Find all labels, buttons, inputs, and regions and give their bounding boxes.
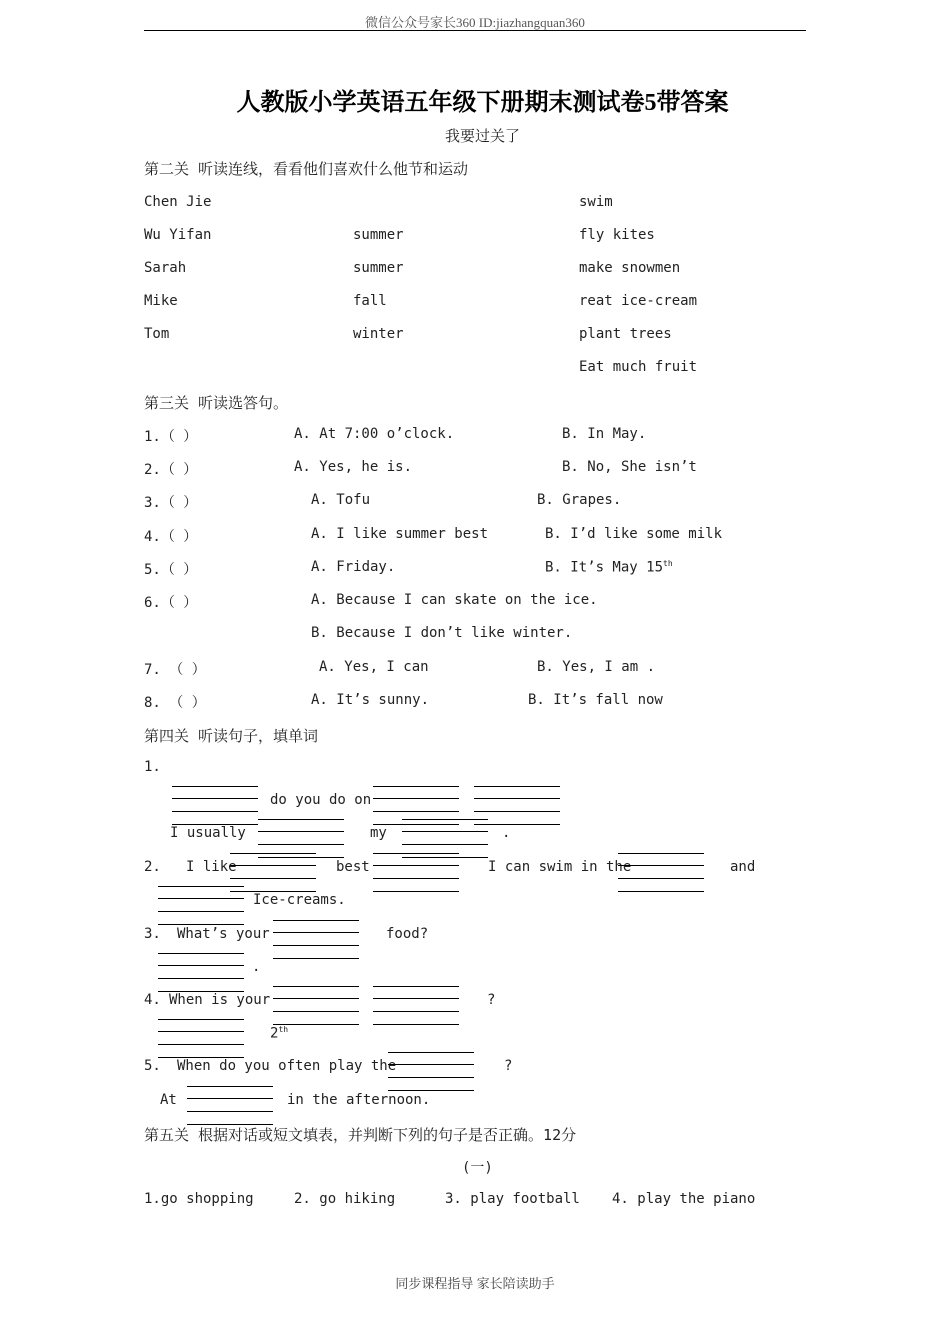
option-b: B. I’d like some milk xyxy=(545,526,723,542)
sentence-text: ? xyxy=(504,1058,513,1074)
sentence-text: and xyxy=(730,859,756,875)
fill-blank[interactable] xyxy=(388,1052,474,1092)
sentence-text: I usually xyxy=(170,825,246,841)
question-number: 2.（ ） xyxy=(144,462,198,478)
sentence-text: do you do on xyxy=(270,792,372,808)
question-number: 6.（ ） xyxy=(144,595,198,611)
option-b: B. In May. xyxy=(562,426,647,442)
fill-blank[interactable] xyxy=(172,786,258,826)
question-number: 4.（ ） xyxy=(144,529,198,545)
option-b: B. Yes, I am . xyxy=(537,659,656,675)
activity-item: swim xyxy=(579,194,613,210)
question-number: 1.（ ） xyxy=(144,429,198,445)
fill-blank[interactable] xyxy=(618,853,704,893)
activity-item: fly kites xyxy=(579,227,655,243)
page-header: 微信公众号家长360 ID:jiazhangquan360 xyxy=(365,15,585,30)
season-item: summer xyxy=(353,227,404,243)
question-number: 3.（ ） xyxy=(144,495,198,511)
season-item: fall xyxy=(353,293,387,309)
sentence-text: in the afternoon. xyxy=(287,1092,431,1108)
section5-heading: 第五关 根据对话或短文填表，并判断下列的句子是否正确。12分 xyxy=(144,1126,577,1144)
question-number: 1. xyxy=(144,759,161,775)
page-title: 人教版小学英语五年级下册期末测试卷5带答案 xyxy=(236,90,729,116)
fill-blank[interactable] xyxy=(373,853,459,893)
name-item: Tom xyxy=(144,326,170,342)
page-footer: 同步课程指导 家长陪读助手 xyxy=(395,1276,555,1291)
section4-heading: 第四关 听读句子，填单词 xyxy=(144,727,319,745)
sentence-text: When is your xyxy=(169,992,271,1008)
option-b: B. It’s May 15th xyxy=(545,559,673,576)
question-number: 8. （ ） xyxy=(144,695,206,711)
name-item: Mike xyxy=(144,293,178,309)
activity-option: 2. go hiking xyxy=(294,1191,396,1207)
option-a: A. It’s sunny. xyxy=(311,692,430,708)
option-a: A. I like summer best xyxy=(311,526,489,542)
season-item: summer xyxy=(353,260,404,276)
fill-blank[interactable] xyxy=(273,986,359,1026)
activity-option: 4. play the piano xyxy=(612,1191,756,1207)
activity-option: 1.go shopping xyxy=(144,1191,254,1207)
sentence-text: When do you often play the xyxy=(177,1058,397,1074)
activity-item: Eat much fruit xyxy=(579,359,698,375)
section2-heading: 第二关 听读连线，看看他们喜欢什么他节和运动 xyxy=(144,160,469,178)
sentence-text: I can swim in the xyxy=(488,859,632,875)
sentence-text: ? xyxy=(487,992,496,1008)
sentence-text: At xyxy=(160,1092,177,1108)
activity-item: make snowmen xyxy=(579,260,681,276)
header-rule xyxy=(144,30,806,31)
fill-blank[interactable] xyxy=(187,1086,273,1126)
fill-blank[interactable] xyxy=(158,953,244,993)
option-a: A. Friday. xyxy=(311,559,396,575)
question-number: 7. （ ） xyxy=(144,662,206,678)
question-number: 5. xyxy=(144,1058,161,1074)
option-a: A. Yes, he is. xyxy=(294,459,413,475)
season-item: winter xyxy=(353,326,404,342)
option-a: A. Tofu xyxy=(311,492,371,508)
sentence-text: . xyxy=(502,825,511,841)
section5-subheading: (一) xyxy=(462,1160,493,1176)
option-b: B. Because I don’t like winter. xyxy=(311,625,573,641)
sentence-text: I like xyxy=(186,859,237,875)
question-number: 5.（ ） xyxy=(144,562,198,578)
option-b: B. Grapes. xyxy=(537,492,622,508)
option-a: A. Yes, I can xyxy=(319,659,429,675)
activity-item: plant trees xyxy=(579,326,672,342)
sentence-text: What’s your xyxy=(177,926,270,942)
question-number: 4. xyxy=(144,992,161,1008)
page-subtitle: 我要过关了 xyxy=(444,127,520,145)
option-b: B. No, She isn’t xyxy=(562,459,697,475)
question-number: 3. xyxy=(144,926,161,942)
option-b: B. It’s fall now xyxy=(528,692,663,708)
sentence-text: my xyxy=(370,825,387,841)
fill-blank[interactable] xyxy=(158,886,244,926)
fill-blank[interactable] xyxy=(373,986,459,1026)
name-item: Chen Jie xyxy=(144,194,212,210)
sentence-text: Ice-creams. xyxy=(253,892,346,908)
sentence-text: best xyxy=(336,859,370,875)
section3-heading: 第三关 听读选答句。 xyxy=(144,394,289,412)
fill-blank[interactable] xyxy=(158,1019,244,1059)
name-item: Wu Yifan xyxy=(144,227,212,243)
activity-option: 3. play football xyxy=(445,1191,580,1207)
activity-item: reat ice-cream xyxy=(579,293,698,309)
sentence-text: . xyxy=(252,959,261,975)
sentence-text: 2th xyxy=(270,1025,289,1042)
sentence-text: food? xyxy=(386,926,429,942)
option-a: A. At 7:00 o’clock. xyxy=(294,426,455,442)
fill-blank[interactable] xyxy=(273,920,359,960)
name-item: Sarah xyxy=(144,260,187,276)
option-a: A. Because I can skate on the ice. xyxy=(311,592,598,608)
question-number: 2. xyxy=(144,859,161,875)
